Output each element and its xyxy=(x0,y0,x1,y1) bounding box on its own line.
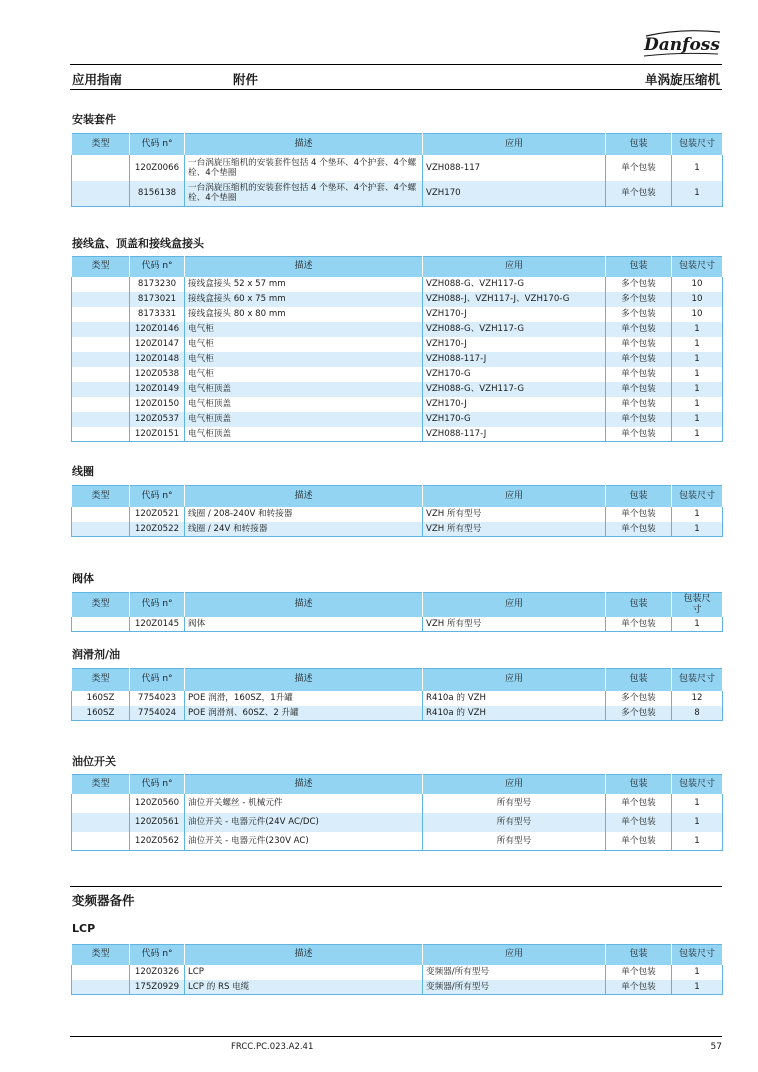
cell-size: 1 xyxy=(672,965,723,980)
cell-code: 7754024 xyxy=(130,706,185,721)
cell-desc: 油位开关 - 电器元件(230V AC) xyxy=(185,832,423,851)
cell-pack: 单个包装 xyxy=(606,617,672,632)
table-row xyxy=(72,832,723,851)
col-header-code: 代码 n° xyxy=(130,775,185,794)
cell-code: 120Z0538 xyxy=(130,367,185,382)
cell-pack: 单个包装 xyxy=(606,367,672,382)
cell-desc: 油位开关 - 电器元件(24V AC/DC) xyxy=(185,813,423,832)
cell-pack: 单个包装 xyxy=(606,507,672,522)
cell-pack: 单个包装 xyxy=(606,412,672,427)
section-title-oil: 润滑剂/油 xyxy=(72,648,121,661)
header-section-title: 附件 xyxy=(233,72,259,87)
col-header-size: 包装尺寸 xyxy=(672,593,723,617)
cell-app: VZH170-J xyxy=(423,337,606,352)
cell-type xyxy=(72,980,130,995)
table-row xyxy=(72,691,723,706)
cell-type xyxy=(72,307,130,322)
col-header-size: 包装尺寸 xyxy=(672,775,723,794)
footer-divider xyxy=(70,1036,722,1037)
table-row xyxy=(72,397,723,412)
header-guide-title: 应用指南 xyxy=(72,72,123,87)
cell-pack: 单个包装 xyxy=(606,522,672,537)
table-header-row xyxy=(72,134,723,155)
cell-type xyxy=(72,352,130,367)
cell-app: VZH170-J xyxy=(423,307,606,322)
table-header-row xyxy=(72,486,723,507)
col-header-type: 类型 xyxy=(72,486,130,507)
cell-pack: 多个包装 xyxy=(606,277,672,292)
col-header-desc: 描述 xyxy=(185,945,423,965)
cell-pack: 多个包装 xyxy=(606,691,672,706)
section-title-oilswitch: 油位开关 xyxy=(72,755,116,768)
cell-code: 120Z0066 xyxy=(130,155,185,181)
cell-app: VZH088-117 xyxy=(423,155,606,181)
table-row xyxy=(72,307,723,322)
cell-desc: 电气柜 xyxy=(185,322,423,337)
cell-desc: 一台涡旋压缩机的安装套件包括 4 个垫环、4个护套、4个螺栓、4个垫圈 xyxy=(185,155,423,181)
cell-size: 10 xyxy=(672,307,723,322)
cell-size: 1 xyxy=(672,412,723,427)
table-install xyxy=(71,133,723,207)
col-header-pack: 包装 xyxy=(606,486,672,507)
col-header-type: 类型 xyxy=(72,669,130,691)
header-product-title: 单涡旋压缩机 xyxy=(644,72,720,87)
cell-type xyxy=(72,367,130,382)
col-header-code: 代码 n° xyxy=(130,486,185,507)
cell-type xyxy=(72,507,130,522)
cell-code: 120Z0150 xyxy=(130,397,185,412)
cell-size: 1 xyxy=(672,507,723,522)
cell-size: 10 xyxy=(672,277,723,292)
cell-code: 8173331 xyxy=(130,307,185,322)
col-header-app: 应用 xyxy=(423,669,606,691)
section-title-inverter: 变频器备件 xyxy=(72,893,135,908)
table-oilswitch xyxy=(71,774,723,851)
cell-desc: 阀体 xyxy=(185,617,423,632)
cell-app: VZH170 xyxy=(423,181,606,207)
cell-pack: 单个包装 xyxy=(606,181,672,207)
cell-pack: 多个包装 xyxy=(606,706,672,721)
cell-size: 1 xyxy=(672,427,723,442)
col-header-type: 类型 xyxy=(72,775,130,794)
col-header-desc: 描述 xyxy=(185,486,423,507)
table-row xyxy=(72,980,723,995)
cell-desc: 线圈 / 24V 和转接器 xyxy=(185,522,423,537)
cell-type xyxy=(72,412,130,427)
table-row xyxy=(72,706,723,721)
cell-size: 1 xyxy=(672,832,723,851)
col-header-type: 类型 xyxy=(72,945,130,965)
col-header-code: 代码 n° xyxy=(130,134,185,155)
col-header-app: 应用 xyxy=(423,775,606,794)
col-header-type: 类型 xyxy=(72,257,130,277)
table-row xyxy=(72,427,723,442)
col-header-pack: 包装 xyxy=(606,775,672,794)
cell-size: 1 xyxy=(672,337,723,352)
table-row xyxy=(72,412,723,427)
cell-size: 10 xyxy=(672,292,723,307)
cell-code: 120Z0560 xyxy=(130,794,185,813)
danfoss-logo xyxy=(640,26,724,60)
cell-pack: 单个包装 xyxy=(606,813,672,832)
col-header-desc: 描述 xyxy=(185,257,423,277)
cell-size: 1 xyxy=(672,382,723,397)
cell-type xyxy=(72,181,130,207)
table-row xyxy=(72,965,723,980)
cell-size: 1 xyxy=(672,522,723,537)
cell-pack: 单个包装 xyxy=(606,980,672,995)
cell-code: 8156138 xyxy=(130,181,185,207)
section-title-lcp: LCP xyxy=(72,922,96,935)
cell-desc: 线圈 / 208-240V 和转接器 xyxy=(185,507,423,522)
section-title-coil: 线圈 xyxy=(72,465,94,478)
cell-app: VZH170-G xyxy=(423,412,606,427)
footer-page-number: 57 xyxy=(710,1042,722,1052)
footer-doc-code: FRCC.PC.023.A2.41 xyxy=(231,1042,314,1052)
cell-desc: LCP 的 RS 电缆 xyxy=(185,980,423,995)
cell-code: 120Z0521 xyxy=(130,507,185,522)
table-row xyxy=(72,155,723,181)
cell-code: 8173021 xyxy=(130,292,185,307)
table-lcp xyxy=(71,944,723,995)
cell-size: 1 xyxy=(672,617,723,632)
table-valve xyxy=(71,592,723,632)
cell-app: VZH 所有型号 xyxy=(423,617,606,632)
cell-app: VZH170-J xyxy=(423,397,606,412)
cell-code: 175Z0929 xyxy=(130,980,185,995)
col-header-type: 类型 xyxy=(72,134,130,155)
cell-desc: LCP xyxy=(185,965,423,980)
col-header-size: 包装尺寸 xyxy=(672,486,723,507)
cell-type xyxy=(72,965,130,980)
cell-size: 1 xyxy=(672,794,723,813)
table-row xyxy=(72,813,723,832)
cell-desc: 电气柜顶盖 xyxy=(185,382,423,397)
table-oil xyxy=(71,668,723,721)
col-header-desc: 描述 xyxy=(185,134,423,155)
cell-code: 120Z0145 xyxy=(130,617,185,632)
cell-type xyxy=(72,617,130,632)
cell-app: VZH 所有型号 xyxy=(423,507,606,522)
cell-type xyxy=(72,382,130,397)
col-header-app: 应用 xyxy=(423,945,606,965)
table-row xyxy=(72,507,723,522)
cell-size: 1 xyxy=(672,322,723,337)
cell-size: 12 xyxy=(672,691,723,706)
cell-code: 7754023 xyxy=(130,691,185,706)
cell-app: VZH088-G、VZH117-G xyxy=(423,322,606,337)
cell-desc: 电气柜顶盖 xyxy=(185,427,423,442)
cell-code: 120Z0147 xyxy=(130,337,185,352)
cell-size: 1 xyxy=(672,813,723,832)
cell-desc: 电气柜顶盖 xyxy=(185,412,423,427)
cell-app: VZH088-117-J xyxy=(423,427,606,442)
col-header-size: 包装尺寸 xyxy=(672,945,723,965)
col-header-pack: 包装 xyxy=(606,669,672,691)
cell-pack: 单个包装 xyxy=(606,794,672,813)
cell-desc: 电气柜顶盖 xyxy=(185,397,423,412)
cell-code: 120Z0326 xyxy=(130,965,185,980)
cell-code: 120Z0146 xyxy=(130,322,185,337)
table-row xyxy=(72,277,723,292)
cell-type xyxy=(72,322,130,337)
table-row xyxy=(72,794,723,813)
cell-type xyxy=(72,813,130,832)
cell-size: 1 xyxy=(672,980,723,995)
cell-pack: 单个包装 xyxy=(606,965,672,980)
col-header-size: 包装尺寸 xyxy=(672,134,723,155)
section-title-terminal: 接线盒、顶盖和接线盒接头 xyxy=(72,237,204,250)
table-header-row xyxy=(72,257,723,277)
cell-size: 1 xyxy=(672,367,723,382)
col-header-desc: 描述 xyxy=(185,669,423,691)
col-header-app: 应用 xyxy=(423,134,606,155)
cell-size: 1 xyxy=(672,352,723,367)
cell-desc: POE 润滑，160SZ，1升罐 xyxy=(185,691,423,706)
cell-desc: 电气柜 xyxy=(185,367,423,382)
col-header-type: 类型 xyxy=(72,593,130,617)
table-header-row xyxy=(72,775,723,794)
cell-pack: 单个包装 xyxy=(606,322,672,337)
cell-pack: 单个包装 xyxy=(606,337,672,352)
cell-type xyxy=(72,292,130,307)
table-header-row xyxy=(72,669,723,691)
cell-desc: 电气柜 xyxy=(185,337,423,352)
cell-code: 120Z0149 xyxy=(130,382,185,397)
col-header-pack: 包装 xyxy=(606,134,672,155)
table-row xyxy=(72,522,723,537)
col-header-code: 代码 n° xyxy=(130,593,185,617)
cell-pack: 多个包装 xyxy=(606,292,672,307)
cell-type xyxy=(72,522,130,537)
cell-desc: 接线盒接头 52 x 57 mm xyxy=(185,277,423,292)
table-row xyxy=(72,382,723,397)
table-terminal xyxy=(71,256,723,442)
cell-type xyxy=(72,397,130,412)
col-header-app: 应用 xyxy=(423,257,606,277)
table-header-row xyxy=(72,593,723,617)
table-row xyxy=(72,181,723,207)
table-row xyxy=(72,367,723,382)
cell-app: 变频器/所有型号 xyxy=(423,980,606,995)
cell-app: VZH088-J、VZH117-J、VZH170-G xyxy=(423,292,606,307)
cell-app: 所有型号 xyxy=(423,794,606,813)
col-header-desc: 描述 xyxy=(185,593,423,617)
col-header-size: 包装尺寸 xyxy=(672,669,723,691)
cell-app: VZH088-G、VZH117-G xyxy=(423,382,606,397)
col-header-desc: 描述 xyxy=(185,775,423,794)
col-header-size: 包装尺寸 xyxy=(672,257,723,277)
col-header-app: 应用 xyxy=(423,486,606,507)
col-header-pack: 包装 xyxy=(606,945,672,965)
cell-app: VZH088-G、VZH117-G xyxy=(423,277,606,292)
cell-desc: 接线盒接头 60 x 75 mm xyxy=(185,292,423,307)
cell-app: VZH088-117-J xyxy=(423,352,606,367)
table-header-row xyxy=(72,945,723,965)
cell-app: R410a 的 VZH xyxy=(423,706,606,721)
cell-app: R410a 的 VZH xyxy=(423,691,606,706)
col-header-pack: 包装 xyxy=(606,257,672,277)
cell-app: VZH170-G xyxy=(423,367,606,382)
cell-code: 120Z0537 xyxy=(130,412,185,427)
cell-pack: 单个包装 xyxy=(606,427,672,442)
cell-size: 1 xyxy=(672,397,723,412)
col-header-code: 代码 n° xyxy=(130,945,185,965)
cell-type xyxy=(72,155,130,181)
cell-code: 120Z0562 xyxy=(130,832,185,851)
cell-app: 所有型号 xyxy=(423,832,606,851)
cell-pack: 单个包装 xyxy=(606,397,672,412)
cell-pack: 单个包装 xyxy=(606,155,672,181)
col-header-pack: 包装 xyxy=(606,593,672,617)
cell-pack: 单个包装 xyxy=(606,352,672,367)
cell-app: 所有型号 xyxy=(423,813,606,832)
cell-type: 160SZ xyxy=(72,706,130,721)
cell-code: 120Z0561 xyxy=(130,813,185,832)
cell-type xyxy=(72,832,130,851)
table-row xyxy=(72,352,723,367)
cell-size: 1 xyxy=(672,155,723,181)
cell-app: 变频器/所有型号 xyxy=(423,965,606,980)
page-header xyxy=(70,64,722,90)
table-coil xyxy=(71,485,723,537)
cell-type xyxy=(72,427,130,442)
cell-code: 120Z0148 xyxy=(130,352,185,367)
col-header-code: 代码 n° xyxy=(130,257,185,277)
table-row xyxy=(72,337,723,352)
cell-size: 8 xyxy=(672,706,723,721)
cell-code: 120Z0522 xyxy=(130,522,185,537)
table-row xyxy=(72,617,723,632)
cell-desc: 接线盒接头 80 x 80 mm xyxy=(185,307,423,322)
svg-text:Danfoss: Danfoss xyxy=(644,35,720,55)
cell-desc: 电气柜 xyxy=(185,352,423,367)
section-title-install: 安装套件 xyxy=(72,113,116,126)
col-header-app: 应用 xyxy=(423,593,606,617)
cell-type: 160SZ xyxy=(72,691,130,706)
section-title-valve: 阀体 xyxy=(72,572,94,585)
cell-pack: 多个包装 xyxy=(606,307,672,322)
cell-type xyxy=(72,277,130,292)
cell-pack: 单个包装 xyxy=(606,382,672,397)
cell-desc: POE 润滑剂、60SZ、2 升罐 xyxy=(185,706,423,721)
cell-desc: 一台涡旋压缩机的安装套件包括 4 个垫环、4个护套、4个螺栓、4个垫圈 xyxy=(185,181,423,207)
cell-code: 120Z0151 xyxy=(130,427,185,442)
cell-desc: 油位开关螺丝 - 机械元件 xyxy=(185,794,423,813)
cell-pack: 单个包装 xyxy=(606,832,672,851)
col-header-code: 代码 n° xyxy=(130,669,185,691)
cell-app: VZH 所有型号 xyxy=(423,522,606,537)
cell-size: 1 xyxy=(672,181,723,207)
table-row xyxy=(72,292,723,307)
cell-code: 8173230 xyxy=(130,277,185,292)
cell-type xyxy=(72,794,130,813)
section-divider xyxy=(70,886,722,887)
cell-type xyxy=(72,337,130,352)
table-row xyxy=(72,322,723,337)
